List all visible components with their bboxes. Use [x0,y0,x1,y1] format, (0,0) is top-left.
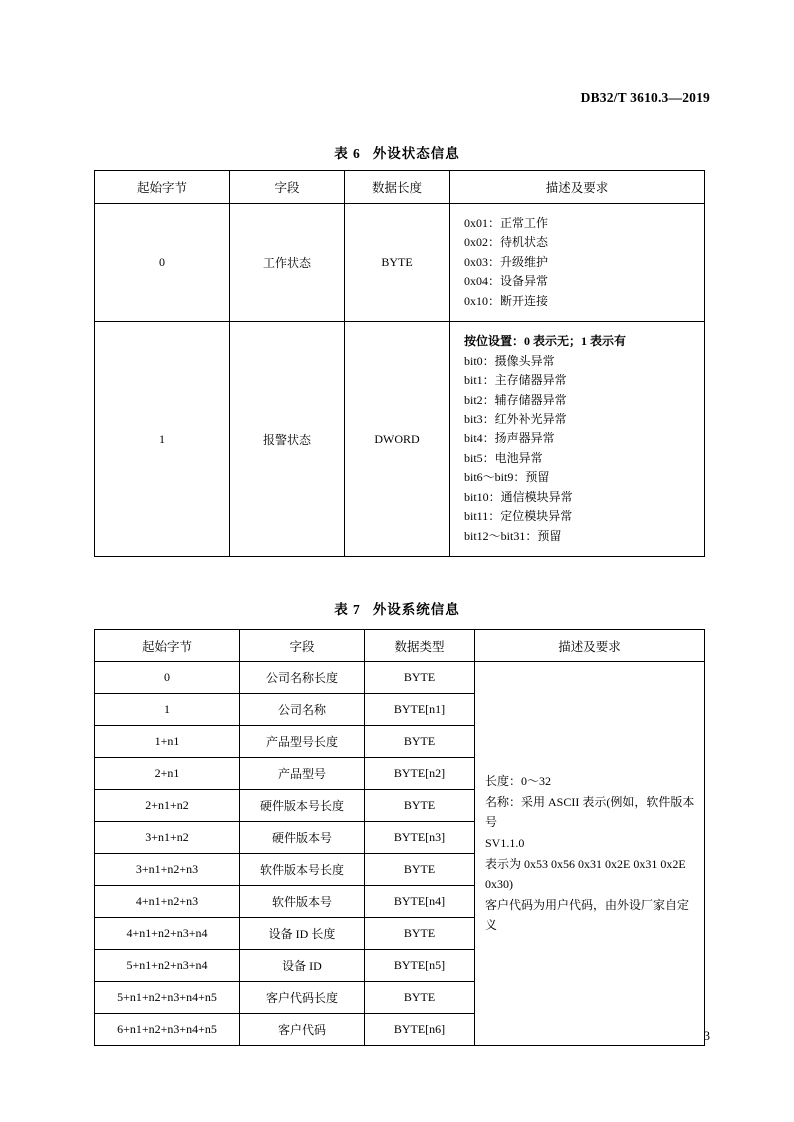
desc-line: 按位设置：0 表示无；1 表示有 [464,334,627,349]
desc-line: bit0：摄像头异常 [464,353,555,368]
desc-line: bit12～bit31：预留 [464,528,562,543]
table7-row11-start-byte: 6+n1+n2+n3+n4+n5 [95,1014,240,1046]
table7-row1-start-byte: 1 [95,694,240,726]
table-row [95,204,705,322]
table6-row1-field: 报警状态 [230,322,345,557]
desc-line: bit6～bit9：预留 [464,470,550,485]
page-number: 3 [703,1029,710,1043]
table7-row4-type: BYTE [365,790,475,822]
desc-line: bit5：电池异常 [464,450,543,465]
table7-row3-type: BYTE[n2] [365,758,475,790]
table7-row6-start-byte: 3+n1+n2+n3 [95,854,240,886]
table6-row1-start-byte: 1 [95,322,230,557]
table-row [95,322,705,557]
desc-line: 0x10：断开连接 [464,293,549,308]
desc-line: 0x01：正常工作 [464,216,549,230]
table6-caption-label: 表 6 [334,146,361,161]
table7-row2-field: 产品型号长度 [240,726,365,758]
table7-row8-start-byte: 4+n1+n2+n3+n4 [95,918,240,950]
desc-line: 0x30) [485,877,513,892]
table7-row1-field: 公司名称 [240,694,365,726]
table7-row3-start-byte: 2+n1 [95,758,240,790]
table7-row10-type: BYTE [365,982,475,1014]
desc-line: 长度：0～32 [485,774,552,788]
table6-row0-length: BYTE [345,204,450,322]
table7-row9-field: 设备 ID [240,950,365,982]
table6-header-row [95,171,705,204]
table7-row0-field: 公司名称长度 [240,662,365,694]
desc-line: 名称：采用 ASCII 表示(例如，软件版本号 [485,794,695,830]
table6-peripheral-status-info [94,170,705,557]
table7-description [475,662,705,1046]
desc-line: 表示为 0x53 0x56 0x31 0x2E 0x31 0x2E [485,856,686,871]
table7-caption-title: 外设系统信息 [372,602,460,617]
table7-header-row [95,630,705,662]
desc-line: SV1.1.0 [485,835,525,850]
desc-line: bit3：红外补光异常 [464,411,567,426]
table6-row1-description [450,322,705,557]
table6-caption-title: 外设状态信息 [372,146,460,161]
table7-row11-type: BYTE[n6] [365,1014,475,1046]
table7-row2-type: BYTE [365,726,475,758]
table7-row2-start-byte: 1+n1 [95,726,240,758]
table6-caption [0,142,794,162]
page-header-standard-id: DB32/T 3610.3—2019 [580,90,710,105]
table7-row0-type: BYTE [365,662,475,694]
table7-row5-type: BYTE[n3] [365,822,475,854]
table6-col-description: 描述及要求 [450,171,705,204]
table6-col-field: 字段 [230,171,345,204]
desc-line: bit11：定位模块异常 [464,509,573,524]
desc-line: 客户代码为用户代码，由外设厂家自定义 [485,897,690,933]
table7-col-start-byte: 起始字节 [95,630,240,662]
table7-row5-start-byte: 3+n1+n2 [95,822,240,854]
table7-row0-start-byte: 0 [95,662,240,694]
table6-col-start-byte: 起始字节 [95,171,230,204]
desc-line: bit1：主存储器异常 [464,373,567,388]
table7-row6-type: BYTE [365,854,475,886]
table7-row7-type: BYTE[n4] [365,886,475,918]
desc-line: 0x03：升级维护 [464,254,549,269]
table7-row11-field: 客户代码 [240,1014,365,1046]
table7-caption-label: 表 7 [334,602,361,617]
desc-line: bit2：辅存储器异常 [464,392,567,407]
table7-row7-field: 软件版本号 [240,886,365,918]
desc-line: 0x02：待机状态 [464,235,549,250]
desc-line: 0x04：设备异常 [464,274,549,289]
table7-row4-start-byte: 2+n1+n2 [95,790,240,822]
table7-row8-type: BYTE [365,918,475,950]
table6-col-data-length: 数据长度 [345,171,450,204]
table6-row0-start-byte: 0 [95,204,230,322]
table7-row5-field: 硬件版本号 [240,822,365,854]
table7-row7-start-byte: 4+n1+n2+n3 [95,886,240,918]
table7-row4-field: 硬件版本号长度 [240,790,365,822]
table7-row6-field: 软件版本号长度 [240,854,365,886]
table7-row9-type: BYTE[n5] [365,950,475,982]
desc-line: bit10：通信模块异常 [464,489,573,504]
table6-row1-length: DWORD [345,322,450,557]
table7-col-field: 字段 [240,630,365,662]
table-row [95,662,705,694]
table7-row10-field: 客户代码长度 [240,982,365,1014]
table7-col-description: 描述及要求 [475,630,705,662]
table7-col-data-type: 数据类型 [365,630,475,662]
desc-line: bit4：扬声器异常 [464,431,555,446]
table7-caption [0,598,794,618]
table7-row8-field: 设备 ID 长度 [240,918,365,950]
table7-row10-start-byte: 5+n1+n2+n3+n4+n5 [95,982,240,1014]
table7-row9-start-byte: 5+n1+n2+n3+n4 [95,950,240,982]
table7-row1-type: BYTE[n1] [365,694,475,726]
table7-peripheral-system-info [94,629,705,1046]
table6-row0-description [450,204,705,322]
table6-row0-field: 工作状态 [230,204,345,322]
table7-row3-field: 产品型号 [240,758,365,790]
